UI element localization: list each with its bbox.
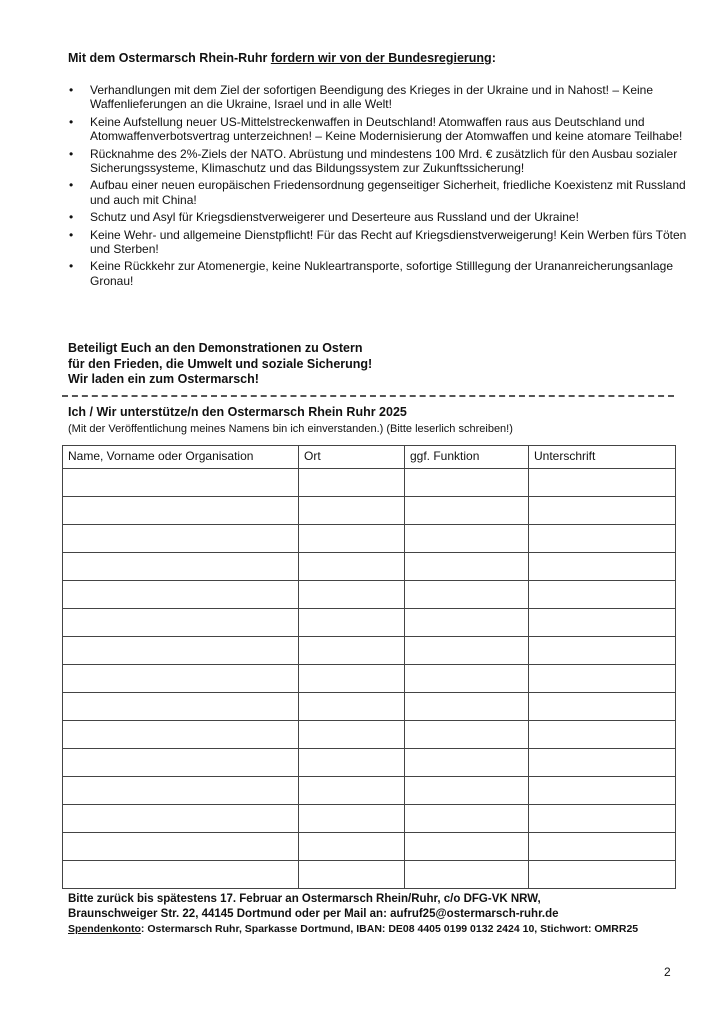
signature-row xyxy=(63,833,676,861)
signature-row xyxy=(63,609,676,637)
signature-cell xyxy=(529,833,676,861)
bullet-icon: • xyxy=(69,146,74,161)
name-cell xyxy=(63,665,299,693)
column-header-function: ggf. Funktion xyxy=(405,446,529,469)
intro-text: Mit dem Ostermarsch Rhein-Ruhr xyxy=(68,51,271,65)
signature-cell xyxy=(529,525,676,553)
function-cell xyxy=(405,693,529,721)
name-cell xyxy=(63,469,299,497)
closing-line: Beteiligt Euch an den Demonstrationen zu Ostern xyxy=(68,341,363,355)
function-cell xyxy=(405,469,529,497)
function-cell xyxy=(405,553,529,581)
name-cell xyxy=(63,805,299,833)
demand-text: Keine Aufstellung neuer US-Mittelstreckenwaffen in Deutschland! Atomwaffen raus aus Deutschland und Atomwaffenverbotsvertrag unterzeichnen! – Keine Modernisierung der Atomwaffen und keine atomare Teilhabe! xyxy=(90,114,683,144)
place-cell xyxy=(299,637,405,665)
signature-row xyxy=(63,469,676,497)
name-cell xyxy=(63,693,299,721)
signature-cell xyxy=(529,777,676,805)
place-cell xyxy=(299,609,405,637)
cut-line-divider xyxy=(62,395,674,397)
signature-cell xyxy=(529,469,676,497)
signature-cell xyxy=(529,805,676,833)
signature-row xyxy=(63,693,676,721)
signature-cell xyxy=(529,497,676,525)
name-cell xyxy=(63,609,299,637)
demand-item xyxy=(68,115,688,144)
closing-line: für den Frieden, die Umwelt und soziale Sicherung! xyxy=(68,356,373,371)
signature-cell xyxy=(529,749,676,777)
signature-row xyxy=(63,497,676,525)
signature-cell xyxy=(529,665,676,693)
place-cell xyxy=(299,469,405,497)
signature-cell xyxy=(529,721,676,749)
signature-row xyxy=(63,553,676,581)
name-cell xyxy=(63,861,299,889)
bullet-icon: • xyxy=(69,210,74,225)
name-cell xyxy=(63,637,299,665)
function-cell xyxy=(405,833,529,861)
page-number: 2 xyxy=(664,965,671,979)
place-cell xyxy=(299,833,405,861)
place-cell xyxy=(299,581,405,609)
return-line: Bitte zurück bis spätestens 17. Februar an Ostermarsch Rhein/Ruhr, c/o DFG-VK NRW, xyxy=(68,893,541,905)
signature-row xyxy=(63,665,676,693)
return-line: Braunschweiger Str. 22, 44145 Dortmund oder per Mail an: aufruf25@ostermarsch-ruhr.de xyxy=(68,908,559,920)
demand-item xyxy=(68,178,688,207)
donation-account-label: Spendenkonto xyxy=(68,923,141,935)
signature-cell xyxy=(529,637,676,665)
intro-heading xyxy=(68,51,496,65)
function-cell xyxy=(405,861,529,889)
demand-item xyxy=(68,259,688,288)
signature-row xyxy=(63,749,676,777)
return-instructions xyxy=(68,892,559,922)
demand-item xyxy=(68,210,688,224)
signature-row xyxy=(63,721,676,749)
function-cell xyxy=(405,637,529,665)
donation-account xyxy=(68,923,638,935)
signature-cell xyxy=(529,553,676,581)
place-cell xyxy=(299,525,405,553)
signature-table xyxy=(62,445,676,889)
signature-row xyxy=(63,525,676,553)
signature-cell xyxy=(529,861,676,889)
demand-item xyxy=(68,228,688,257)
bullet-icon: • xyxy=(69,83,74,97)
place-cell xyxy=(299,497,405,525)
signature-cell xyxy=(529,609,676,637)
signature-cell xyxy=(529,581,676,609)
column-header-signature: Unterschrift xyxy=(529,446,676,469)
name-cell xyxy=(63,553,299,581)
bullet-icon: • xyxy=(69,227,74,242)
name-cell xyxy=(63,581,299,609)
bullet-icon: • xyxy=(69,259,74,274)
column-header-place: Ort xyxy=(299,446,405,469)
signature-row xyxy=(63,581,676,609)
demand-text: Verhandlungen mit dem Ziel der sofortigen Beendigung des Krieges in der Ukraine und in Nahost! – Keine Waffenlieferungen an die Ukraine, Israel und in alle Welt! xyxy=(90,83,654,112)
name-cell xyxy=(63,777,299,805)
place-cell xyxy=(299,777,405,805)
intro-underlined-text: fordern wir von der Bundesregierung xyxy=(270,51,492,65)
function-cell xyxy=(405,777,529,805)
signature-row xyxy=(63,805,676,833)
signature-row xyxy=(63,777,676,805)
signature-cell xyxy=(529,693,676,721)
function-cell xyxy=(405,749,529,777)
closing-line: Wir laden ein zum Ostermarsch! xyxy=(68,372,259,386)
place-cell xyxy=(299,721,405,749)
function-cell xyxy=(405,665,529,693)
place-cell xyxy=(299,665,405,693)
function-cell xyxy=(405,805,529,833)
name-cell xyxy=(63,721,299,749)
name-cell xyxy=(63,749,299,777)
closing-statement xyxy=(68,341,372,388)
function-cell xyxy=(405,609,529,637)
function-cell xyxy=(405,525,529,553)
demand-item xyxy=(68,83,688,112)
bullet-icon: • xyxy=(69,114,74,129)
demand-text: Keine Rückkehr zur Atomenergie, keine Nukleartransporte, sofortige Stilllegung der Urananreicherungsanlage Gronau! xyxy=(90,259,673,288)
function-cell xyxy=(405,581,529,609)
name-cell xyxy=(63,833,299,861)
support-note: (Mit der Veröffentlichung meines Namens bin ich einverstanden.) (Bitte leserlich schreiben!) xyxy=(68,423,513,435)
place-cell xyxy=(299,553,405,581)
place-cell xyxy=(299,861,405,889)
place-cell xyxy=(299,805,405,833)
function-cell xyxy=(405,721,529,749)
support-title: Ich / Wir unterstütze/n den Ostermarsch Rhein Ruhr 2025 xyxy=(68,405,407,419)
demand-text: Aufbau einer neuen europäischen Friedensordnung gegenseitiger Sicherheit, friedliche Koexistenz mit Russland und auch mit China! xyxy=(90,178,686,207)
intro-colon: : xyxy=(491,51,496,65)
demand-text: Rücknahme des 2%-Ziels der NATO. Abrüstung und mindestens 100 Mrd. € zusätzlich für den Ausbau sozialer Sicherungssysteme, Klimaschutz und das Bildungssystem zur Zukunftssicherung! xyxy=(90,146,678,176)
demand-text: Keine Wehr- und allgemeine Dienstpflicht! Für das Recht auf Kriegsdienstverweigerung! Kein Werben fürs Töten und Sterben! xyxy=(90,227,687,257)
place-cell xyxy=(299,693,405,721)
table-header-row xyxy=(63,446,676,469)
place-cell xyxy=(299,749,405,777)
name-cell xyxy=(63,525,299,553)
bullet-icon: • xyxy=(69,178,74,193)
signature-row xyxy=(63,637,676,665)
name-cell xyxy=(63,497,299,525)
demand-item xyxy=(68,147,688,176)
signature-row xyxy=(63,861,676,889)
demand-text: Schutz und Asyl für Kriegsdienstverweigerer und Deserteure aus Russland und der Ukraine! xyxy=(90,210,579,225)
column-header-name: Name, Vorname oder Organisation xyxy=(63,446,299,469)
donation-account-details: : Ostermarsch Ruhr, Sparkasse Dortmund, IBAN: DE08 4405 0199 0132 2424 10, Stichwort: OMRR25 xyxy=(140,923,639,935)
demands-list xyxy=(68,83,688,291)
function-cell xyxy=(405,497,529,525)
